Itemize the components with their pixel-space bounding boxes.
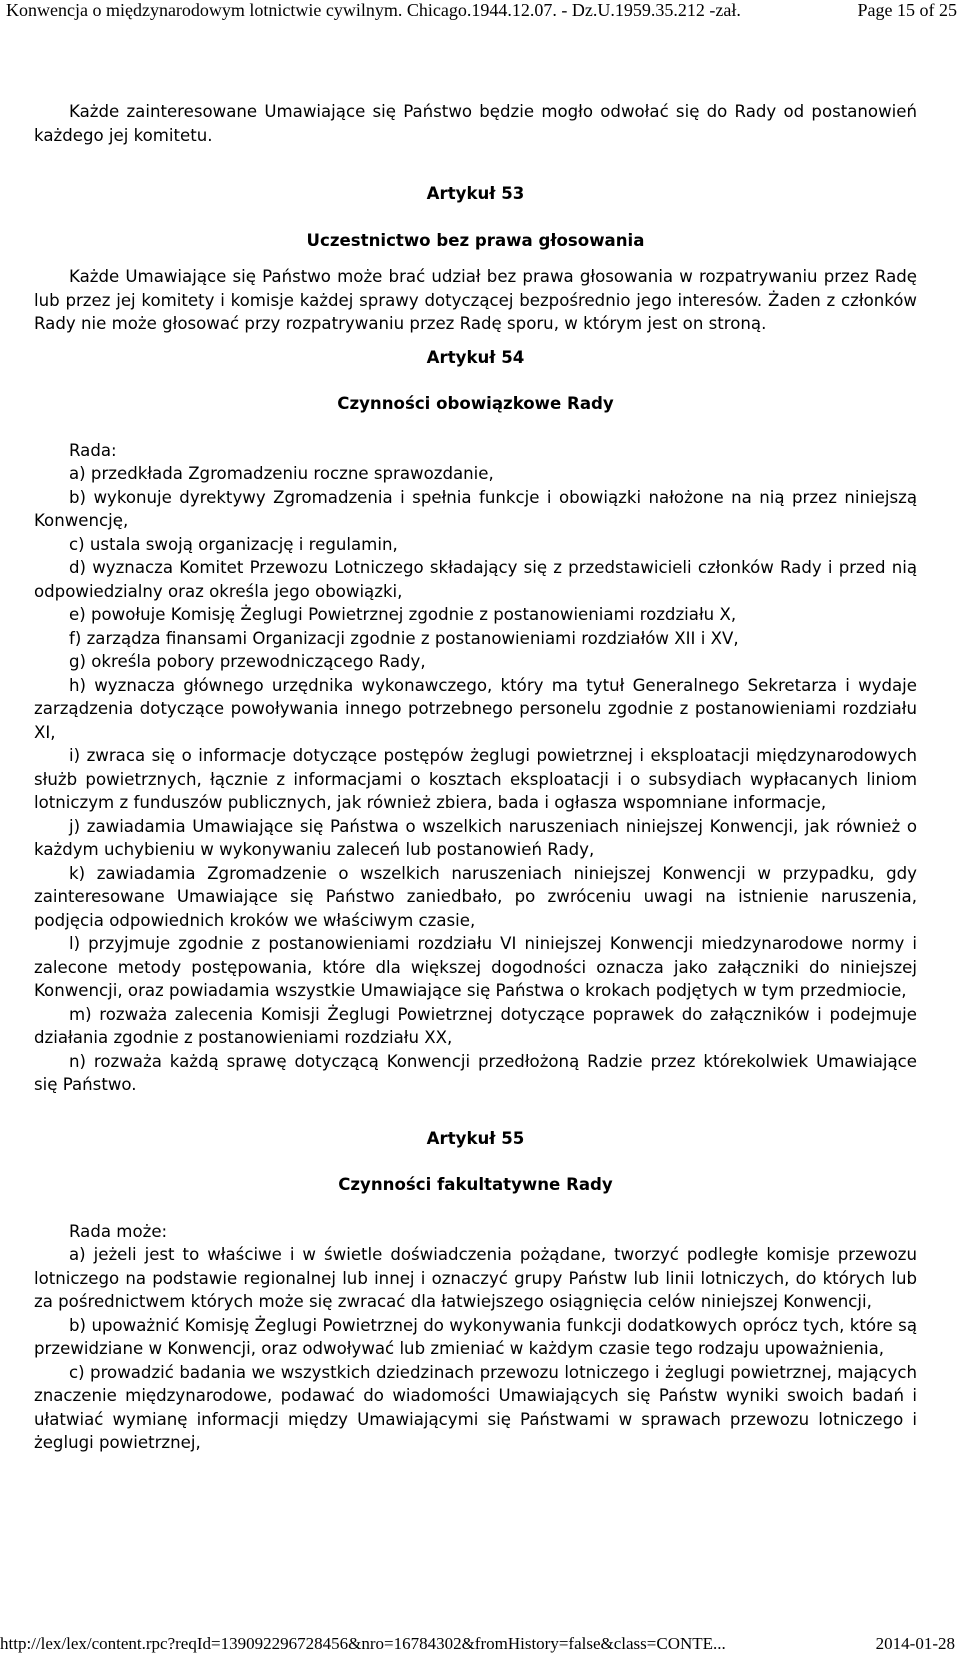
document-title: Konwencja o międzynarodowym lotnictwie cywilnym. Chicago.1944.12.07. - Dz.U.1959.35.212 -zał. [6, 0, 741, 20]
list-item: g) określa pobory przewodniczącego Rady, [69, 652, 426, 671]
article-54-title: Artykuł 54 [426, 347, 525, 367]
list-item: n) rozważa każdą sprawę dotyczącą Konwencji przedłożoną Radzie przez którekolwiek Umawiające się Państwo. [34, 1051, 917, 1094]
list-item: e) powołuje Komisję Żeglugi Powietrznej zgodnie z postanowieniami rozdziału X, [69, 605, 737, 624]
print-date: 2014-01-28 [875, 1634, 955, 1653]
article-53-subtitle: Uczestnictwo bez prawa głosowania [306, 230, 645, 250]
list-item: c) ustala swoją organizację i regulamin, [69, 534, 398, 554]
list-item: i) zwraca się o informacje dotyczące postępów żeglugi powietrznej i eksploatacji międzynarodowych służb powietrznych, łącznie z informacjami o kosztach eksploatacji i o subsydiach wypłacanych liniom lotniczym z funduszów publicznych, jak również zbiera, bada i ogłasza wspomniane informacje, [34, 746, 917, 812]
list-item: j) zawiadamia Umawiające się Państwa o wszelkich naruszeniach niniejszej Konwencji, jak również o każdym uchybieniu w wykonywaniu zaleceń lub postanowień Rady, [34, 816, 917, 859]
list-item: d) wyznacza Komitet Przewozu Lotniczego składający się z przedstawicieli członków Rady i przed nią odpowiedzialny oraz określa jego obowiązki, [34, 558, 917, 601]
list-item: k) zawiadamia Zgromadzenie o wszelkich naruszeniach niniejszej Konwencji w przypadku, gdy zainteresowane Umawiające się Państwo zaniedbało, po zwróceniu uwagi na istnienie naruszenia, podjęcia odpowiednich kroków we właściwym czasie, [34, 863, 917, 930]
article-53-title: Artykuł 53 [426, 184, 525, 203]
list-item: a) przedkłada Zgromadzeniu roczne sprawozdanie, [69, 464, 494, 483]
page-number: Page 15 of 25 [857, 0, 957, 20]
source-url[interactable]: http://lex/lex/content.rpc?reqId=139092296728456&nro=16784302&fromHistory=false&class=CONTE... [0, 1634, 726, 1653]
article-53-text: Każde Umawiające się Państwo może brać udział bez prawa głosowania w rozpatrywaniu przez Radę lub przez jej komitety i komisje każdej sprawy dotyczącej bezpośrednio jego interesów. Żaden z członków Rady nie może głosować przy rozpatrywaniu przez Radę sporu, w którym jest on stroną. [34, 267, 917, 333]
article-55-lead: Rada może: [69, 1221, 168, 1241]
list-item: h) wyznacza głównego urzędnika wykonawczego, który ma tytuł Generalnego Sekretarza i wydaje zarządzenia dotyczące powoływania innego potrzebnego personelu zgodnie z postanowieniami rozdziału XI, [34, 675, 917, 742]
print-header [0, 0, 960, 20]
article-54-lead: Rada: [69, 440, 117, 460]
list-item: m) rozważa zalecenia Komisji Żeglugi Powietrznej dotyczące poprawek do załączników i podejmuje działania zgodnie z postanowieniami rozdziału XX, [34, 1004, 917, 1047]
list-item: l) przyjmuje zgodnie z postanowieniami rozdziału VI niniejszej Konwencji miedzynarodowe normy i zalecone metody postępowania, które dla większej dogodności oznacza jako załączniki do niniejszej Konwencji, oraz powiadamia wszystkie Umawiające się Państwa o krokach podjętych w tym przedmiocie, [34, 934, 917, 1000]
list-item: a) jeżeli jest to właściwe i w świetle doświadczenia pożądane, tworzyć podległe komisje przewozu lotniczego na podstawie regionalnej lub innej i oznaczyć grupy Państw lub linii lotniczych, do których lub za pośrednictwem których może się zwracać dla łatwiejszego osiągnięcia celów niniejszej Konwencji, [34, 1245, 917, 1311]
list-item: b) wykonuje dyrektywy Zgromadzenia i spełnia funkcje i obowiązki nałożone na nią przez niniejszą Konwencję, [34, 487, 917, 530]
article-55-subtitle: Czynności fakultatywne Rady [338, 1175, 613, 1194]
list-item: c) prowadzić badania we wszystkich dziedzinach przewozu lotniczego i żeglugi powietrznej, mających znaczenie międzynarodowe, podawać do wiadomości Umawiających się Państw wyniki swoich badań i ułatwiać wymianę informacji między Umawiającymi się Państwami w sprawach przewozu lotniczego i żeglugi powietrznej, [34, 1362, 917, 1452]
article-55-title: Artykuł 55 [426, 1128, 525, 1148]
list-item: b) upoważnić Komisję Żeglugi Powietrznej do wykonywania funkcji dodatkowych oprócz tych, które są przewidziane w Konwencji, oraz odwoływać lub zmieniać w każdym czasie tego rodzaju upoważnienia, [34, 1315, 917, 1358]
document-body [34, 100, 917, 1455]
print-footer [0, 1634, 960, 1654]
article-54-subtitle: Czynności obowiązkowe Rady [337, 394, 614, 413]
list-item: f) zarządza finansami Organizacji zgodnie z postanowieniami rozdziałów XII i XV, [69, 628, 739, 648]
intro-paragraph: Każde zainteresowane Umawiające się Państwo będzie mogło odwołać się do Rady od postanowień każdego jej komitetu. [34, 102, 917, 145]
